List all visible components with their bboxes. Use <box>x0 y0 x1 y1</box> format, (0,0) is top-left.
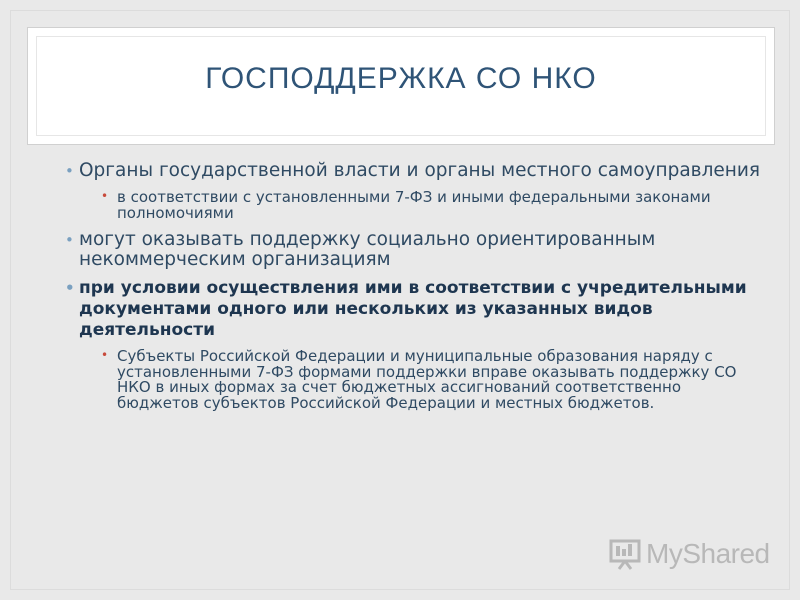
watermark <box>608 534 770 574</box>
slide <box>10 10 790 590</box>
watermark-text: MyShared <box>646 538 770 569</box>
subbullet-powers: • в соответствии с установленными 7-ФЗ и иными федеральными законами полномочиями <box>65 189 765 221</box>
slide-title: ГОСПОДДЕРЖКА СО НКО <box>205 62 597 95</box>
bullet-condition: • при условии осуществления ими в соответствии с учредительными документами одного или нескольких из указанных видов деятельности <box>65 278 765 341</box>
title-box <box>27 27 775 145</box>
bullet-support: • могут оказывать поддержку социально ориентированным некоммерческим организациям <box>65 230 765 270</box>
bullet-authorities: • Органы государственной власти и органы местного самоуправления <box>65 161 765 181</box>
presentation-board-icon <box>608 537 642 571</box>
slide-content <box>65 161 765 420</box>
subbullet-subjects: • Субъекты Российской Федерации и муниципальные образования наряду с установленными 7-ФЗ формами поддержки вправе оказывать поддержку СО НКО в иных формах за счет бюджетных ассигнований соответственно бюджетов субъектов Российской Федерации и местных бюджетов. <box>65 349 765 411</box>
